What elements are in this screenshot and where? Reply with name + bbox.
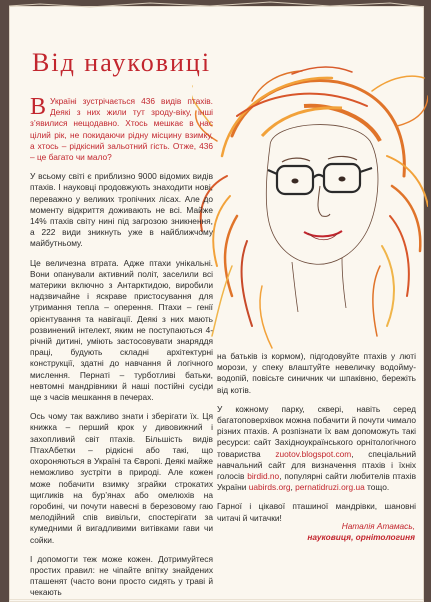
resources-text: У кожному парку, сквері, навіть серед багатоповерхівок можна побачити й почути чимало різних птахів. А розпізнати їх вам допоможуть такі ресурси: сайт Західноукраїнського орнітологічного товариства (217, 403, 416, 459)
feather-portrait-illustration (192, 66, 428, 360)
paragraph-help-continued: на батьків із кормом), підгодовуйте птахів у люті морози, у спеку влаштуйте невеличку водойму-водопій, повісьте синичник чи шпаківню, бережіть від котів. (217, 351, 416, 395)
author-name: Наталія Атамась, (341, 521, 415, 531)
resources-text: , (290, 482, 296, 493)
paragraph-unique-birds: Це величезна втрата. Адже птахи унікальні. Вони опанували активний політ, заселили всі материки включно з Антарктидою, виробили надзвичайне і яскраве пристосування для утримання тепла – оперення. Птахи – генії орієнтування та навігації. Деякі з них мають розвинений інтелект, яким не поступаються 4-річній дитині, уміють застосовувати знаряддя праці, будують складні архітектурні конструкції, здатні до навчання й логічного мислення. Пернаті – турботливі батьки, невтомні мандрівники й наші постійні сусіди ще з часів мешкання в печерах. (30, 257, 213, 403)
paragraph-how-to-help: І допомогти теж може кожен. Дотримуйтеся простих правил: не чіпайте впітку знайдених пташенят (часто вони просто сидять у траві й чекають (30, 553, 213, 598)
paragraph-why-preserve: Ось чому так важливо знати і зберігати їх. Ця книжка – перший крок у дивовижний і захопливий світ птахів. Більшість видів ПтахАбетки – рідкісні або такі, що охороняються в Україні та Європі. Деякі майже неможливо зустріти в природі. Але кожен може побачити взимку зграйки строкатих щигликів на бур’янах або омелюхів на горобині, чи почути навесні в березовому гаю мелодійний спів вивільги, спостерігати за кумедними й вигадливими витівками гави чи сойки. (30, 411, 213, 545)
right-text-column (217, 351, 416, 524)
face-sketch (262, 106, 380, 312)
resources-text: , спеціальний навчальний сайт для визначення птахів і їхніх голосів (217, 448, 416, 482)
paragraph-closing-wish: Гарної і цікавої пташиної мандрівки, шановні читачі й читачки! (217, 501, 416, 523)
link-birdid[interactable]: birdid.no (247, 471, 280, 482)
intro-text: Україні зустрічається 436 видів птахів. Деякі з них жили тут зроду-віку, інші з’явилися нещодавно. Хтось мешкає в нас цілий рік, не покидаючи рідну місцину взимку, а хтось – рідкісний зальотний гість. Отже, 436 – це багато чи мало? (30, 96, 213, 163)
resources-text: тощо. (364, 482, 390, 493)
link-uabirds[interactable]: uabirds.org (248, 482, 291, 493)
resources-text: , популярні сайти любителів птахів України (217, 471, 416, 493)
author-role: науковиця, орнітологиня (307, 532, 415, 542)
author-signature (232, 521, 415, 543)
left-text-column (30, 96, 213, 599)
link-pernatidruzi[interactable]: pernatidruzi.org.ua (295, 482, 365, 493)
paragraph-world-birds: У всьому світі є приблизно 9000 відомих видів птахів. І науковці продовжують знаходити нові, переважно у великих тропічних лісах. Але до моменту відкриття доживають не всі. Майже 14% птахів світу нині під загрозою зникнення, а 222 види зникнуть уже в найближчому майбутньому. (30, 171, 213, 249)
page-title: Від науковиці (32, 48, 212, 77)
drop-cap: В (30, 94, 47, 120)
intro-paragraph (30, 96, 213, 163)
link-zuotov[interactable]: zuotov.blogspot.com (275, 448, 352, 459)
paragraph-resources (217, 404, 416, 494)
